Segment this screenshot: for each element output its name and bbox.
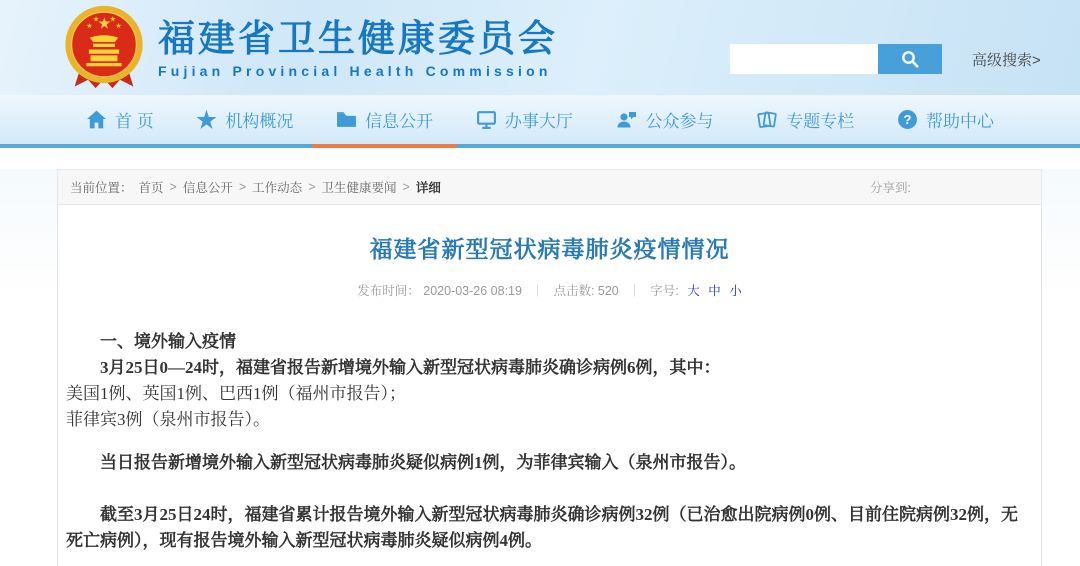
- search-area: [730, 44, 1041, 74]
- nav-item-label: 机构概况: [225, 112, 294, 131]
- meta-divider: ｜: [531, 284, 544, 298]
- home-icon: [86, 109, 107, 130]
- nav-item-public-participation[interactable]: [610, 95, 720, 144]
- article-body: [66, 329, 1033, 554]
- article-title: 福建省新型冠状病毒肺炎疫情情况: [369, 237, 730, 262]
- breadcrumb-separator: >: [238, 180, 247, 194]
- nav-item-label: 公众参与: [645, 112, 714, 131]
- monitor-icon: [476, 109, 497, 130]
- svg-text:?: ?: [903, 112, 912, 128]
- nav-item-label: 专题专栏: [786, 112, 855, 131]
- breadcrumb-item-info[interactable]: 信息公开: [182, 181, 233, 195]
- nav-item-label: 信息公开: [365, 112, 434, 131]
- article: [58, 205, 1041, 554]
- search-icon: [900, 49, 920, 69]
- nav-item-service-hall[interactable]: [470, 95, 579, 144]
- content-container: [57, 169, 1042, 566]
- breadcrumb: [70, 178, 441, 196]
- paragraph: 一、境外输入疫情: [100, 332, 236, 351]
- fontsize-small-button[interactable]: 小: [729, 284, 742, 298]
- nav-item-special-topics[interactable]: [750, 95, 860, 144]
- people-icon: [616, 109, 638, 130]
- breadcrumb-bar: [57, 169, 1042, 205]
- article-meta: [66, 281, 1033, 299]
- breadcrumb-item-home[interactable]: 首页: [138, 181, 164, 195]
- folder-icon: [336, 109, 357, 130]
- site-title: 福建省卫生健康委员会: [158, 17, 558, 59]
- site-title-block: [158, 16, 558, 79]
- site-logo[interactable]: [62, 4, 558, 90]
- pages-icon: [756, 109, 778, 130]
- nav-item-info-disclosure[interactable]: [330, 95, 439, 144]
- nav-item-about[interactable]: [190, 95, 299, 144]
- publish-time-value: 2020-03-26 08:19: [423, 284, 522, 298]
- paragraph: 截至3月25日24时，福建省累计报告境外输入新型冠状病毒肺炎确诊病例32例（已治愈出院病例0例、目前住院病例32例，无死亡病例），现有报告境外输入新型冠状病毒肺炎疑似病例4例。: [66, 505, 1018, 550]
- fontsize-medium-button[interactable]: 中: [708, 284, 721, 298]
- help-icon: [897, 109, 918, 130]
- main-nav: [0, 95, 1080, 148]
- paragraph: 美国1例、英国1例、巴西1例（福州市报告）；: [66, 384, 406, 403]
- site-header: [0, 0, 1080, 95]
- paragraph: 当日报告新增境外输入新型冠状病毒肺炎疑似病例1例，为菲律宾输入（泉州市报告）。: [100, 453, 746, 472]
- nav-item-label: 首 页: [115, 112, 154, 131]
- nav-item-label: 帮助中心: [925, 112, 994, 131]
- nav-item-help-center[interactable]: [891, 95, 1000, 144]
- breadcrumb-separator: >: [169, 180, 177, 194]
- breadcrumb-separator: >: [308, 180, 316, 194]
- page-body: [0, 169, 1080, 566]
- publish-time-label: 发布时间：: [357, 284, 420, 298]
- site-subtitle: Fujian Provincial Health Commission: [158, 62, 552, 79]
- national-emblem-icon: [62, 4, 146, 90]
- breadcrumb-prefix: 当前位置：: [70, 181, 133, 195]
- paragraph: 菲律宾3例（泉州市报告）。: [66, 410, 270, 429]
- breadcrumb-item-work-dynamics[interactable]: 工作动态: [252, 181, 303, 195]
- nav-item-label: 办事大厅: [504, 112, 573, 131]
- hits-value: 520: [597, 284, 619, 298]
- advanced-search-link[interactable]: 高级搜索>: [972, 51, 1041, 69]
- fontsize-large-button[interactable]: 大: [687, 284, 700, 298]
- search-button[interactable]: [878, 44, 942, 74]
- paragraph: 3月25日0—24时，福建省报告新增境外输入新型冠状病毒肺炎确诊病例6例，其中：: [100, 358, 721, 377]
- meta-divider: ｜: [628, 284, 641, 298]
- nav-item-home[interactable]: [80, 95, 160, 144]
- breadcrumb-item-health-news[interactable]: 卫生健康要闻: [321, 181, 397, 195]
- search-input[interactable]: [730, 44, 878, 74]
- share-label: 分享到:: [870, 181, 911, 195]
- breadcrumb-item-detail: 详细: [415, 181, 441, 195]
- fontsize-label: 字号:: [650, 284, 679, 298]
- star-icon: [196, 109, 217, 130]
- hits-label: 点击数:: [553, 284, 595, 298]
- breadcrumb-separator: >: [402, 180, 410, 194]
